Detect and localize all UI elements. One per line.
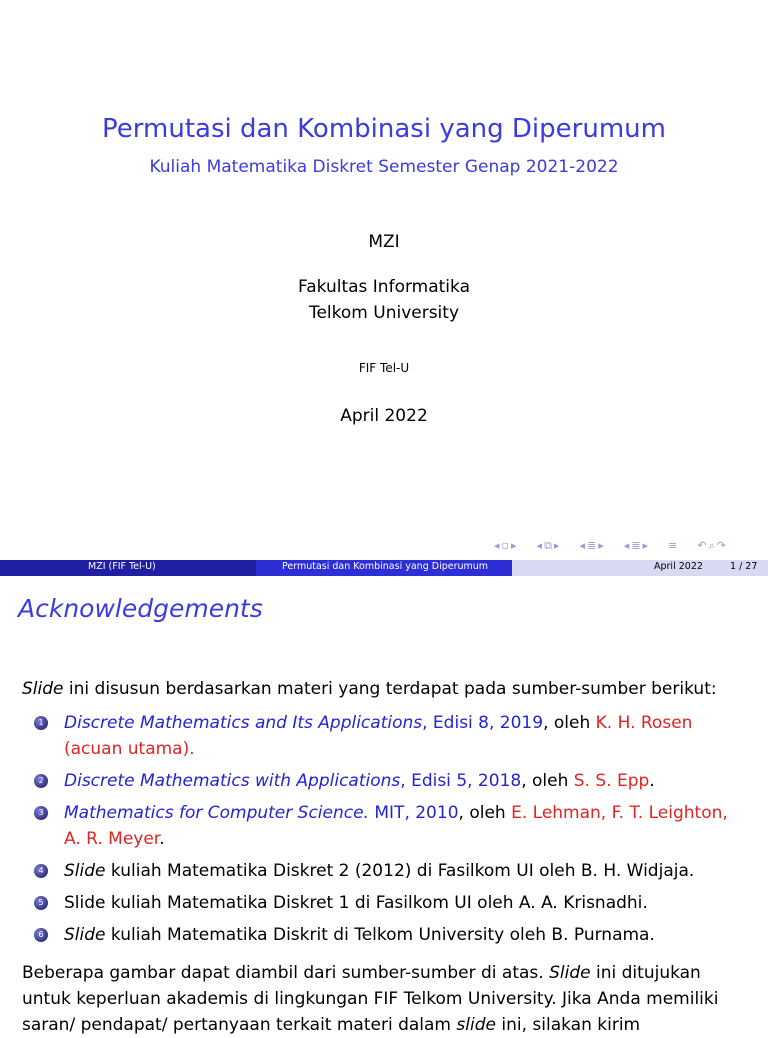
enum-bullet-icon: 4 [34, 864, 48, 878]
nav-prev-slide-icon[interactable]: ◂ [494, 539, 500, 552]
presentation-subtitle: Kuliah Matematika Diskret Semester Genap 2021-2022 [149, 157, 619, 177]
italic-word: Slide [64, 925, 106, 945]
closing-text [22, 960, 752, 1038]
nav-frame-icon[interactable]: ▫ [501, 539, 509, 552]
institution-short: FIF Tel-U [358, 361, 410, 375]
book-title: Discrete Mathematics and Its Applications [64, 713, 423, 733]
item-text: Slide kuliah Matematika Diskret 1 di Fasilkom UI oleh A. A. Krisnadhi. [64, 893, 648, 913]
navigation-symbols [494, 539, 766, 555]
presentation-date: April 2022 [340, 406, 428, 426]
nav-prev-subsection-icon[interactable]: ◂ [623, 539, 630, 552]
list-item [34, 922, 744, 948]
enum-bullet-icon: 6 [34, 928, 48, 942]
book-edition: , Edisi 8, 2019 [422, 713, 544, 733]
nav-search-icon[interactable]: ⌕ [708, 539, 715, 552]
acknowledgements-slide [0, 576, 768, 1035]
nav-forward-icon[interactable]: ↷ [716, 539, 726, 552]
book-author: E. Lehman, F. T. Leighton, A. R. Meyer [64, 803, 728, 849]
footer-bar [0, 560, 768, 576]
nav-back-icon[interactable]: ↶ [697, 539, 707, 552]
nav-next-slide-icon[interactable]: ▸ [511, 539, 517, 552]
nav-section-icon[interactable]: ≣ [586, 539, 597, 552]
by-text: , oleh [458, 803, 512, 823]
end-punct: . [189, 739, 195, 759]
item-text: kuliah Matematika Diskret 2 (2012) di Fasilkom UI oleh B. H. Widjaja. [105, 861, 695, 881]
nav-next-subsection-icon[interactable]: ▸ [642, 539, 649, 552]
book-edition: , Edisi 5, 2018 [400, 771, 522, 791]
nav-toc-icon[interactable]: ≣ [631, 539, 641, 552]
frame-title: Acknowledgements [18, 594, 263, 623]
item-text: kuliah Matematika Diskrit di Telkom University oleh B. Purnama. [105, 925, 655, 945]
source-list [34, 710, 744, 954]
italic-word: Slide [64, 861, 106, 881]
nav-align-icon[interactable]: ≡ [668, 539, 678, 552]
intro-rest: ini disusun berdasarkan materi yang terdapat pada sumber-sumber berikut: [63, 679, 717, 699]
list-item [34, 858, 744, 884]
enum-bullet-icon: 3 [34, 806, 48, 820]
nav-subsection-icon[interactable]: ⧉ [544, 539, 552, 552]
list-item [34, 890, 744, 916]
closing-part-3: ini, silakan kirim [495, 1015, 641, 1035]
author: MZI [368, 232, 400, 252]
end-punct: . [159, 829, 165, 849]
nav-next-section-icon[interactable]: ▸ [598, 539, 604, 552]
enum-bullet-icon: 1 [34, 716, 48, 730]
nav-prev-frame-icon[interactable]: ◂ [536, 539, 543, 552]
book-edition: MIT, 2010 [368, 803, 459, 823]
closing-italic-2: slide [456, 1015, 496, 1035]
footer-date: April 2022 [654, 561, 703, 572]
footer-author-section [0, 560, 256, 576]
by-text: , oleh [521, 771, 574, 791]
end-punct: . [649, 771, 655, 791]
closing-part-1: Beberapa gambar dapat diambil dari sumber-sumber di atas. [22, 963, 550, 983]
enum-bullet-icon: 5 [34, 896, 48, 910]
intro-text [22, 676, 752, 702]
footer-author: MZI (FIF Tel-U) [88, 561, 156, 572]
institution-line-1: Fakultas Informatika [298, 277, 470, 297]
list-item [34, 800, 744, 852]
book-title: Discrete Mathematics with Applications [64, 771, 401, 791]
footer-date-section [512, 560, 768, 576]
footer-title: Permutasi dan Kombinasi yang Diperumum [282, 561, 489, 572]
intro-italic-word: Slide [22, 679, 64, 699]
by-text: , oleh [543, 713, 596, 733]
book-author: K. H. Rosen (acuan utama) [64, 713, 693, 759]
enum-bullet-icon: 2 [34, 774, 48, 788]
nav-prev-section-icon[interactable]: ◂ [579, 539, 585, 552]
list-item [34, 710, 744, 762]
footer-page-number: 1 / 27 [730, 561, 758, 572]
presentation-title: Permutasi dan Kombinasi yang Diperumum [102, 114, 666, 144]
list-item [34, 768, 744, 794]
book-author: S. S. Epp [573, 771, 650, 791]
institution-line-2: Telkom University [308, 303, 460, 323]
book-title: Mathematics for Computer Science. [64, 803, 369, 823]
closing-italic-1: Slide [549, 963, 591, 983]
nav-next-frame-icon[interactable]: ▸ [553, 539, 560, 552]
closing-part-2: ini ditujukan untuk keperluan akademis di lingkungan FIF Telkom University. Jika Anda memiliki saran/ pendapat/ pertanyaan terkait materi dalam [22, 963, 719, 1035]
footer-title-section [256, 560, 512, 576]
